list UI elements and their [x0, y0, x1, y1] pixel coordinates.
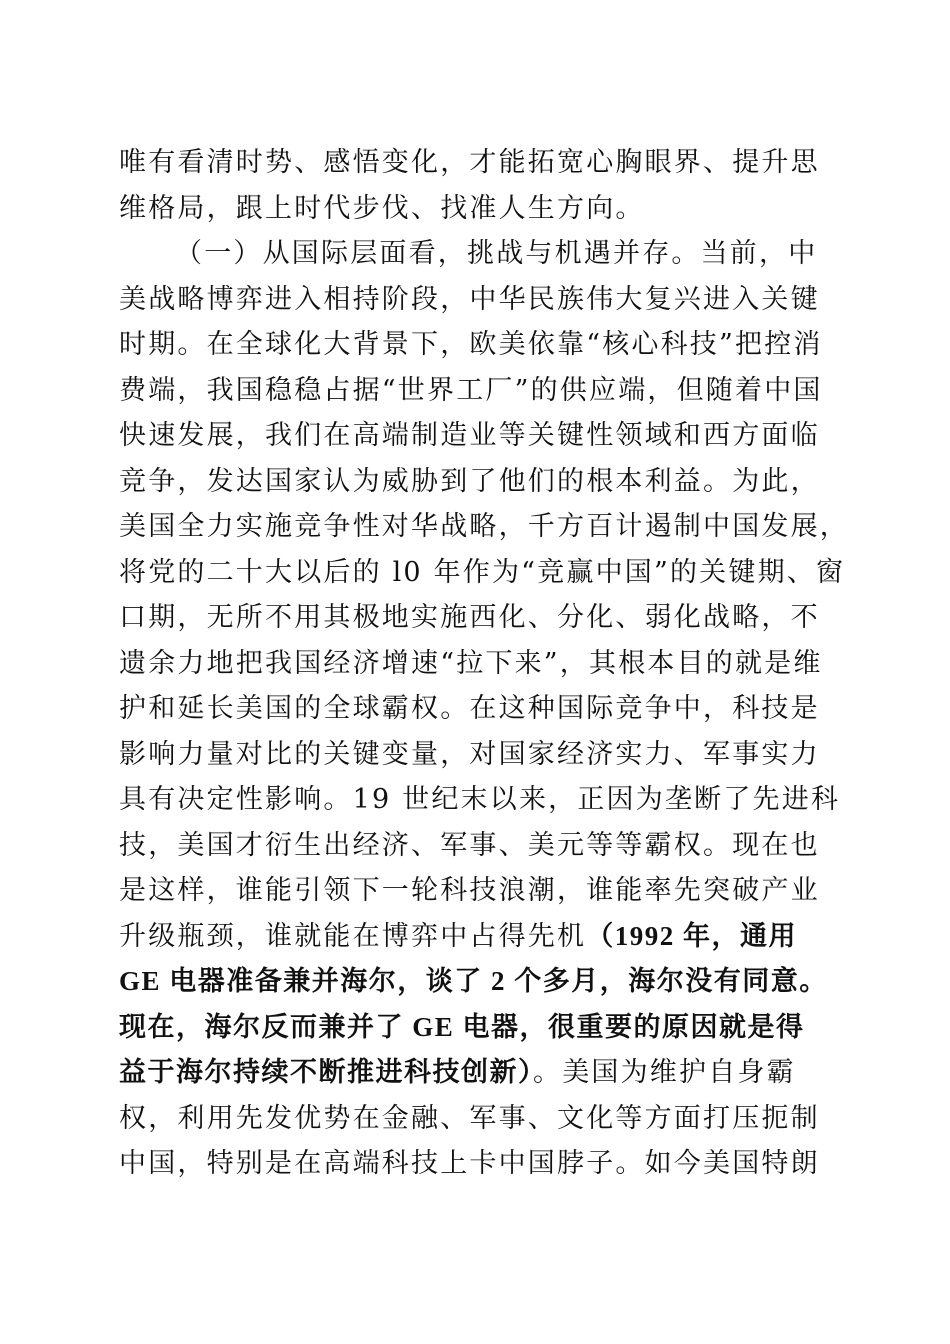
text-segment: 时期。在全球化大背景下，欧美依靠“核心科技”把控消 — [119, 329, 823, 360]
bold-text-segment: 现在，海尔反而兼并了 GE 电器，很重要的原因就是得 — [119, 1011, 805, 1042]
text-line — [119, 459, 831, 505]
text-line — [119, 959, 831, 1005]
bold-text-segment: GE 电器准备兼并海尔，谈了 2 个多月，海尔没有同意。 — [119, 966, 828, 996]
text-line — [119, 277, 831, 323]
text-segment: 是这样，谁能引领下一轮科技浪潮，谁能率先突破产业 — [119, 875, 820, 906]
text-line — [119, 1096, 831, 1142]
text-line — [119, 413, 831, 459]
text-segment: 费端，我国稳稳占据“世界工厂”的供应端，但随着中国 — [119, 374, 823, 406]
text-line — [119, 641, 831, 687]
text-line — [119, 231, 831, 277]
text-line — [119, 368, 831, 414]
text-line — [119, 595, 831, 641]
text-segment: 竞争，发达国家认为威胁到了他们的根本利益。为此， — [119, 465, 820, 497]
text-segment: （一）从国际层面看，挑战与机遇并存。当前，中 — [175, 238, 818, 269]
text-segment: 美国全力实施竞争性对华战略，千方百计遏制中国发展， — [119, 511, 849, 542]
text-segment: 唯有看清时势、感悟变化，才能拓宽心胸眼界、提升思 — [119, 147, 820, 178]
text-line — [119, 823, 831, 869]
text-line — [119, 868, 831, 914]
text-segment: 护和延长美国的全球霸权。在这种国际竞争中，科技是 — [119, 693, 820, 724]
text-segment: 技，美国才衍生出经济、军事、美元等等霸权。现在也 — [119, 829, 820, 861]
text-segment: 快速发展，我们在高端制造业等关键性领域和西方面临 — [119, 420, 820, 451]
text-segment: 。美国为维护自身霸 — [533, 1057, 796, 1088]
text-line — [119, 504, 849, 550]
text-line — [119, 1141, 831, 1187]
text-segment: 中国，特别是在高端科技上卡中国脖子。如今美国特朗 — [119, 1148, 820, 1179]
text-line — [119, 1005, 831, 1051]
body-text — [119, 140, 849, 1187]
text-segment: 口期，无所不用其极地实施西化、分化、弱化战略，不 — [119, 602, 820, 633]
text-segment: 影响力量对比的关键变量，对国家经济实力、军事实力 — [119, 738, 820, 770]
bold-text-segment: 益于海尔持续不断推进科技创新） — [119, 1057, 533, 1087]
text-line — [119, 140, 831, 186]
text-line — [119, 732, 831, 778]
text-line — [119, 777, 841, 823]
text-segment: 升级瓶颈，谁就能在博弈中占得先机 — [119, 920, 587, 952]
text-segment: 具有决定性影响。19 世纪末以来，正因为垄断了先进科 — [119, 784, 841, 815]
text-segment: 遗余力地把我国经济增速“拉下来”，其根本目的就是维 — [119, 647, 823, 679]
text-line — [119, 914, 831, 960]
text-segment: 美战略博弈进入相持阶段，中华民族伟大复兴进入关键 — [119, 283, 820, 315]
text-segment: 维格局，跟上时代步伐、找准人生方向。 — [119, 192, 645, 224]
text-line — [119, 186, 831, 232]
text-line — [119, 550, 846, 596]
text-segment: 将党的二十大以后的 l0 年作为“竞赢中国”的关键期、窗 — [119, 556, 846, 588]
text-segment: 权，利用先发优势在金融、军事、文化等方面打压扼制 — [119, 1102, 820, 1134]
text-line — [119, 322, 831, 368]
text-line — [119, 686, 831, 732]
bold-text-segment: （1992 年，通用 — [586, 920, 797, 951]
text-line — [119, 1050, 831, 1096]
